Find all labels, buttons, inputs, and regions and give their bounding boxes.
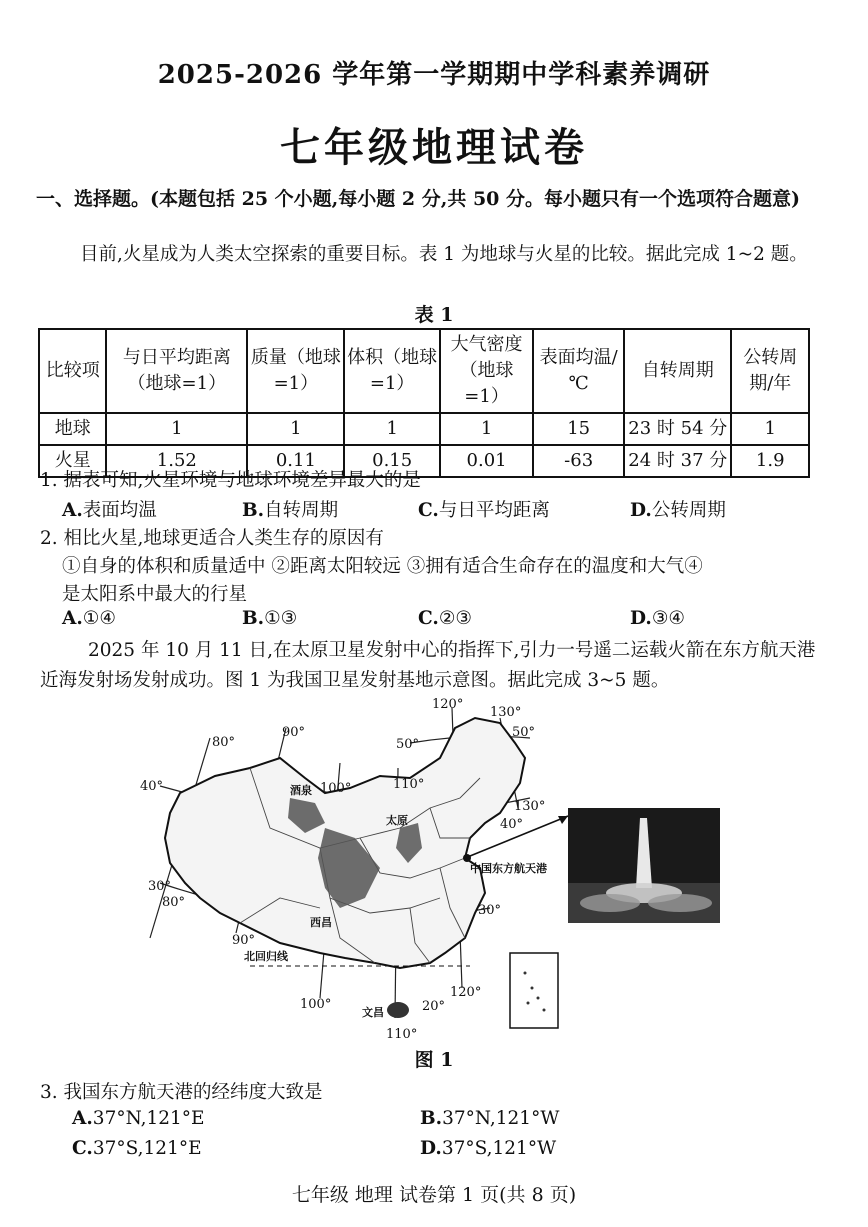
table-cell: 15	[533, 413, 624, 445]
lon-label: 110°	[393, 777, 425, 792]
table-header-cell: 表面均温/℃	[533, 329, 624, 413]
option-key: B.	[420, 1108, 443, 1129]
option-key: C.	[418, 500, 439, 521]
table-header-cell: 体积（地球=1）	[344, 329, 439, 413]
jiuquan-label: 酒泉	[290, 784, 312, 797]
q2-option-a[interactable]	[62, 608, 116, 629]
lon-label: 120°	[432, 698, 464, 712]
q2-option-c[interactable]	[418, 608, 472, 629]
lon-label: 120°	[450, 985, 482, 1000]
option-text: 表面均温	[82, 500, 157, 521]
table-cell: 23 时 54 分	[624, 413, 731, 445]
q2-option-b[interactable]	[242, 608, 297, 629]
option-text: 与日平均距离	[438, 500, 550, 521]
lon-label: 130°	[514, 799, 546, 814]
option-text: 公转周期	[651, 500, 726, 521]
table-cell: 0.11	[247, 445, 344, 477]
table-cell: 0.15	[344, 445, 439, 477]
option-key: D.	[420, 1138, 442, 1159]
option-key: A.	[62, 608, 83, 629]
option-text: 37°S,121°W	[441, 1138, 557, 1159]
option-text: 37°S,121°E	[92, 1138, 202, 1159]
option-text: ③④	[651, 608, 685, 629]
option-key: A.	[62, 500, 83, 521]
south-sea-inset	[510, 953, 558, 1028]
satellite-base-map	[140, 698, 730, 1038]
q3-option-d[interactable]	[420, 1138, 556, 1159]
option-text: 37°N,121°W	[442, 1108, 560, 1129]
question-2-line: ①自身的体积和质量适中 ②距离太阳较远 ③拥有适合生命存在的温度和大气④	[62, 556, 703, 577]
figure-caption: 图 1	[414, 1049, 454, 1071]
option-text: ①④	[82, 608, 116, 629]
wenchang-label: 文昌	[362, 1006, 384, 1019]
option-key: B.	[242, 608, 265, 629]
q3-option-b[interactable]	[420, 1108, 559, 1129]
table-header-cell: 自转周期	[624, 329, 731, 413]
table-header-cell: 与日平均距离（地球=1）	[106, 329, 247, 413]
q2-option-d[interactable]	[630, 608, 685, 629]
lat-label: 50°	[396, 737, 420, 752]
table-cell: 1	[440, 413, 533, 445]
option-text: 37°N,121°E	[92, 1108, 205, 1129]
q3-option-c[interactable]	[72, 1138, 202, 1159]
table-cell: 1	[344, 413, 439, 445]
table-header-cell: 比较项	[39, 329, 106, 413]
option-text: 自转周期	[264, 500, 339, 521]
lat-label: 50°	[512, 725, 536, 740]
hainan-island	[387, 1002, 409, 1018]
q1-option-a[interactable]	[62, 496, 157, 522]
intro-paragraph-1: 目前,火星成为人类太空探索的重要目标。表 1 为地球与火星的比较。据此完成 1~2 题。	[80, 244, 808, 265]
table-header-row	[39, 329, 809, 413]
table-cell: 1	[106, 413, 247, 445]
table-cell: -63	[533, 445, 624, 477]
lat-label: 30°	[478, 903, 502, 918]
lon-label: 100°	[320, 781, 352, 796]
question-2-stem: 2. 相比火星,地球更适合人类生存的原因有	[40, 528, 384, 549]
table-cell: 0.01	[440, 445, 533, 477]
option-text: ②③	[438, 608, 473, 629]
table-header-cell: 公转周期/年	[731, 329, 809, 413]
exam-header: 2025-2026 学年第一学期期中学科素养调研	[157, 60, 711, 90]
spaceport-label: 中国东方航天港	[470, 862, 547, 875]
china-map-figure	[140, 698, 730, 1038]
lon-label: 90°	[232, 933, 256, 948]
taiyuan-label: 太原	[386, 814, 408, 827]
lat-label: 30°	[148, 879, 172, 894]
lat-label: 40°	[500, 817, 524, 832]
option-key: B.	[242, 500, 265, 521]
table-header-cell: 大气密度（地球=1）	[440, 329, 533, 413]
table-cell: 火星	[39, 445, 106, 477]
option-key: D.	[630, 500, 652, 521]
intro-paragraph-2: 2025 年 10 月 11 日,在太原卫星发射中心的指挥下,引力一号遥二运载火箭在东方航天港近海发射场发射成功。图 1 为我国卫星发射基地示意图。据此完成 3~5 题。	[40, 640, 816, 691]
option-key: D.	[630, 608, 652, 629]
table-cell: 地球	[39, 413, 106, 445]
question-2-line: 是太阳系中最大的行星	[62, 584, 248, 605]
option-key: C.	[418, 608, 439, 629]
question-1-stem: 1. 据表可知,火星环境与地球环境差异最大的是	[40, 470, 421, 491]
lon-label: 90°	[282, 725, 306, 740]
lon-label: 130°	[490, 705, 522, 720]
section-heading: 一、选择题。(本题包括 25 个小题,每小题 2 分,共 50 分。每小题只有一个选项符合题意)	[36, 188, 801, 210]
question-3-stem: 3. 我国东方航天港的经纬度大致是	[40, 1082, 323, 1103]
lat-label: 20°	[422, 999, 446, 1014]
table-cell: 24 时 37 分	[624, 445, 731, 477]
lat-label: 40°	[140, 779, 164, 794]
q1-option-c[interactable]	[418, 496, 550, 522]
option-key: C.	[72, 1138, 93, 1159]
exam-title: 七年级地理试卷	[280, 124, 588, 171]
lon-label: 80°	[212, 735, 236, 750]
table-cell: 1	[247, 413, 344, 445]
table-row	[39, 413, 809, 445]
xichang-label: 西昌	[310, 916, 332, 929]
q1-option-d[interactable]	[630, 496, 726, 522]
comparison-table	[38, 328, 810, 478]
table-caption: 表 1	[414, 304, 454, 326]
q3-option-a[interactable]	[72, 1108, 205, 1129]
tropic-label: 北回归线	[244, 950, 288, 963]
spaceport-marker	[463, 854, 471, 862]
lon-label: 80°	[162, 895, 186, 910]
lon-label: 100°	[300, 997, 332, 1012]
table-header-cell: 质量（地球=1）	[247, 329, 344, 413]
q1-option-b[interactable]	[242, 496, 338, 522]
table-cell: 1.9	[731, 445, 809, 477]
option-text: ①③	[264, 608, 298, 629]
table-cell: 1	[731, 413, 809, 445]
page-footer: 七年级 地理 试卷第 1 页(共 8 页)	[291, 1184, 577, 1206]
table-cell: 1.52	[106, 445, 247, 477]
option-key: A.	[72, 1108, 93, 1129]
lon-label: 110°	[386, 1027, 418, 1038]
